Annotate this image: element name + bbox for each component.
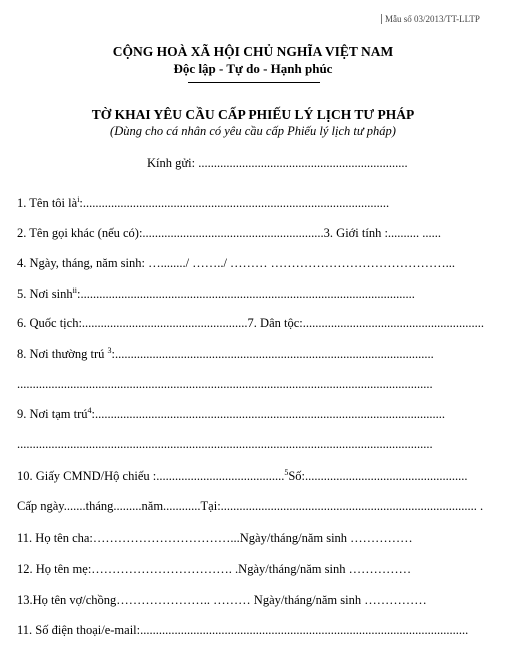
field-id-document-label: 10. Giấy CMND/Hộ chiếu :......................................... [17,469,285,484]
form-subtitle: (Dùng cho cá nhân có yêu cầu cấp Phiếu lý lịch tư pháp) [110,124,396,138]
nation-heading: CỘNG HOÀ XÃ HỘI CHỦ NGHĨA VIỆT NAM [112,44,394,59]
field-id-number-fill: Số:.................................................... [288,469,468,484]
footnote-mark: 3 [107,346,112,355]
footnote-mark: 4 [87,406,92,415]
field-other-name-gender[interactable]: 2. Tên gọi khác (nếu có):..........................................................3. Giới tính :.......... ...... [17,226,442,240]
field-permanent-residence-fill: :...................................................................................................... [111,347,434,362]
field-permanent-residence-label: 8. Nơi thường trú [17,347,108,362]
field-temporary-residence[interactable] [17,406,500,422]
field-temporary-residence-continued[interactable]: ..................................................................................................................................... [17,437,433,451]
motto: Độc lập - Tự do - Hạnh phúc [173,61,333,76]
field-name-label: 1. Tên tôi là [17,196,78,211]
field-permanent-residence[interactable] [17,346,500,362]
field-temporary-residence-label: 9. Nơi tạm trú [17,407,88,422]
form-title: TỜ KHAI YÊU CẦU CẤP PHIẾU LÝ LỊCH TƯ PHÁP [91,107,415,122]
field-temporary-residence-fill: :................................................................................................................ [91,407,445,422]
form-code: Mẫu số 03/2013/TT-LLTP [381,14,480,24]
field-name[interactable] [17,195,500,211]
field-father[interactable]: 11. Họ tên cha:……………………………...Ngày/tháng/năm sinh …………… [17,531,413,545]
field-birthplace-fill: :........................................................................................................... [77,287,415,302]
field-birthdate[interactable]: 4. Ngày, tháng, năm sinh: …......../ ……../ ……… ……………………………………... [17,256,456,270]
field-id-issue[interactable]: Cấp ngày.......tháng.........năm............Tại:.................................................................................. . [17,499,484,513]
recipient-line[interactable]: Kính gửi: ................................................................... [147,156,408,170]
field-phone-email[interactable]: 11. Số điện thoại/e-mail:......................................................................................................... [17,623,469,637]
footnote-mark: i [77,195,80,204]
footnote-mark: 5 [284,468,289,477]
field-spouse[interactable]: 13.Họ tên vợ/chồng………………….. ……… Ngày/tháng/năm sinh …………… [17,593,427,607]
field-id-document[interactable] [17,468,500,484]
header-divider [188,82,320,83]
field-name-fill: :.................................................................................................. [79,196,390,211]
field-birthplace-label: 5. Nơi sinh [17,287,73,302]
field-permanent-residence-continued[interactable]: ..................................................................................................................................... [17,377,433,391]
field-nationality-ethnicity[interactable]: 6. Quốc tịch:.....................................................7. Dân tộc:.......................................................... [17,316,484,330]
field-birthplace[interactable] [17,286,500,302]
field-mother[interactable]: 12. Họ tên mẹ:……………………………. .Ngày/tháng/năm sinh …………… [17,562,412,576]
footnote-mark: ii [72,286,78,295]
